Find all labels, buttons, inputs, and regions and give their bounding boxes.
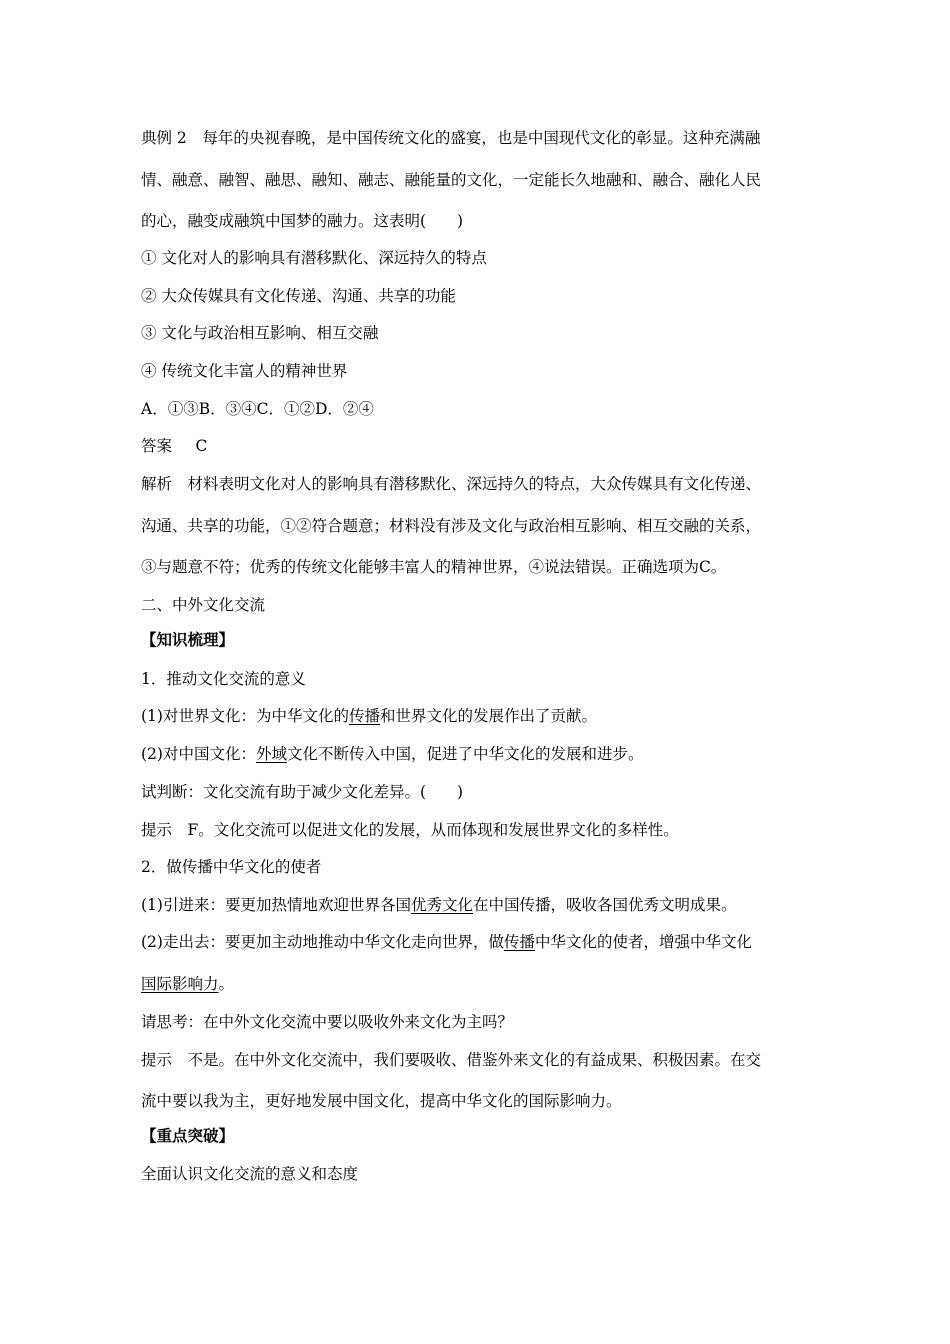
- key-label: 【重点突破】: [141, 1126, 235, 1145]
- hint-2-label: 提示: [141, 1051, 173, 1069]
- blank-answer-waiyu: 外域: [255, 745, 287, 763]
- point-2a-post: 在中国传播，吸收各国优秀文明成果。: [472, 896, 737, 914]
- point-2b-post: 中华文化的使者，增强中华文化: [534, 933, 752, 951]
- blank-answer-chuanbo: 传播: [348, 707, 380, 725]
- point-2a: [141, 895, 821, 915]
- example-line-1: [141, 128, 821, 148]
- point-1a-post: 和世界文化的发展作出了贡献。: [379, 707, 597, 725]
- example-item-4: ④ 传统文化丰富人的精神世界: [141, 362, 348, 380]
- point-2b-pre: (2)走出去：要更加主动地推动中华文化走向世界，做: [141, 933, 504, 951]
- hint-2: [141, 1050, 821, 1070]
- hint-2-text-2: 流中要以我为主，更好地发展中国文化，提高中华文化的国际影响力。: [141, 1092, 622, 1110]
- judge-question: 试判断：文化交流有助于减少文化差异。( ): [141, 783, 464, 801]
- point-2a-pre: (1)引进来：要更加热情地欢迎世界各国: [141, 896, 411, 914]
- point-1-title: 1．推动文化交流的意义: [141, 670, 306, 688]
- example-item-3: ③ 文化与政治相互影响、相互交融: [141, 324, 379, 342]
- hint-1: [141, 820, 821, 840]
- example-label: 典例 2: [141, 129, 187, 147]
- knowledge-label: 【知识梳理】: [141, 630, 235, 649]
- think-question: 请思考：在中外文化交流中要以吸收外来文化为主吗？: [141, 1013, 514, 1031]
- section-heading: 二、中外文化交流: [141, 596, 266, 614]
- example-stem-2: 情、融意、融智、融思、融知、融志、融能量的文化，一定能长久地融和、融合、融化人民: [141, 171, 762, 189]
- hint-2-text-1: 不是。在中外文化交流中，我们要吸收、借鉴外来文化的有益成果、积极因素。在交: [187, 1051, 762, 1069]
- point-2b-line-2-post: 。: [218, 975, 235, 993]
- blank-answer-guoji-yingxiangli: 国际影响力: [141, 975, 219, 993]
- point-1a-pre: (1)对世界文化：为中华文化的: [141, 707, 349, 725]
- point-1a: [141, 706, 821, 726]
- hint-1-label: 提示: [141, 821, 173, 839]
- blank-answer-youxiu-wenhua: 优秀文化: [410, 896, 473, 914]
- point-2b-line-2: [141, 974, 821, 994]
- point-1b-post: 文化不断传入中国，促进了中华文化的发展和进步。: [286, 745, 644, 763]
- blank-answer-chuanbo-2: 传播: [503, 933, 535, 951]
- example-options: A．①③B．③④C．①②D．②④: [141, 400, 374, 418]
- example-item-2: ② 大众传媒具有文化传递、沟通、共享的功能: [141, 287, 456, 305]
- example-stem-3: 的心，融变成融筑中国梦的融力。这表明( ): [141, 212, 464, 230]
- point-2b: [141, 932, 821, 952]
- analysis-text-3: ③与题意不符；优秀的传统文化能够丰富人的精神世界，④说法错误。正确选项为C。: [141, 558, 727, 576]
- point-1b-pre: (2)对中国文化：: [141, 745, 256, 763]
- answer-value: C: [195, 437, 208, 455]
- point-2-title: 2．做传播中华文化的使者: [141, 858, 322, 876]
- example-item-1: ① 文化对人的影响具有潜移默化、深远持久的特点: [141, 249, 487, 267]
- answer-line: [141, 436, 821, 456]
- analysis-text-2: 沟通、共享的功能，①②符合题意；材料没有涉及文化与政治相互影响、相互交融的关系，: [141, 517, 762, 535]
- key-title: 全面认识文化交流的意义和态度: [141, 1165, 359, 1183]
- analysis-text-1: 材料表明文化对人的影响具有潜移默化、深远持久的特点，大众传媒具有文化传递、: [187, 475, 762, 493]
- analysis-line-1: [141, 474, 821, 494]
- point-1b: [141, 744, 821, 764]
- answer-label: 答案: [141, 437, 173, 455]
- hint-1-text: F。文化交流可以促进文化的发展，从而体现和发展世界文化的多样性。: [187, 821, 679, 839]
- example-stem-1: 每年的央视春晚，是中国传统文化的盛宴，也是中国现代文化的彰显。这种充满融: [202, 129, 761, 147]
- analysis-label: 解析: [141, 475, 173, 493]
